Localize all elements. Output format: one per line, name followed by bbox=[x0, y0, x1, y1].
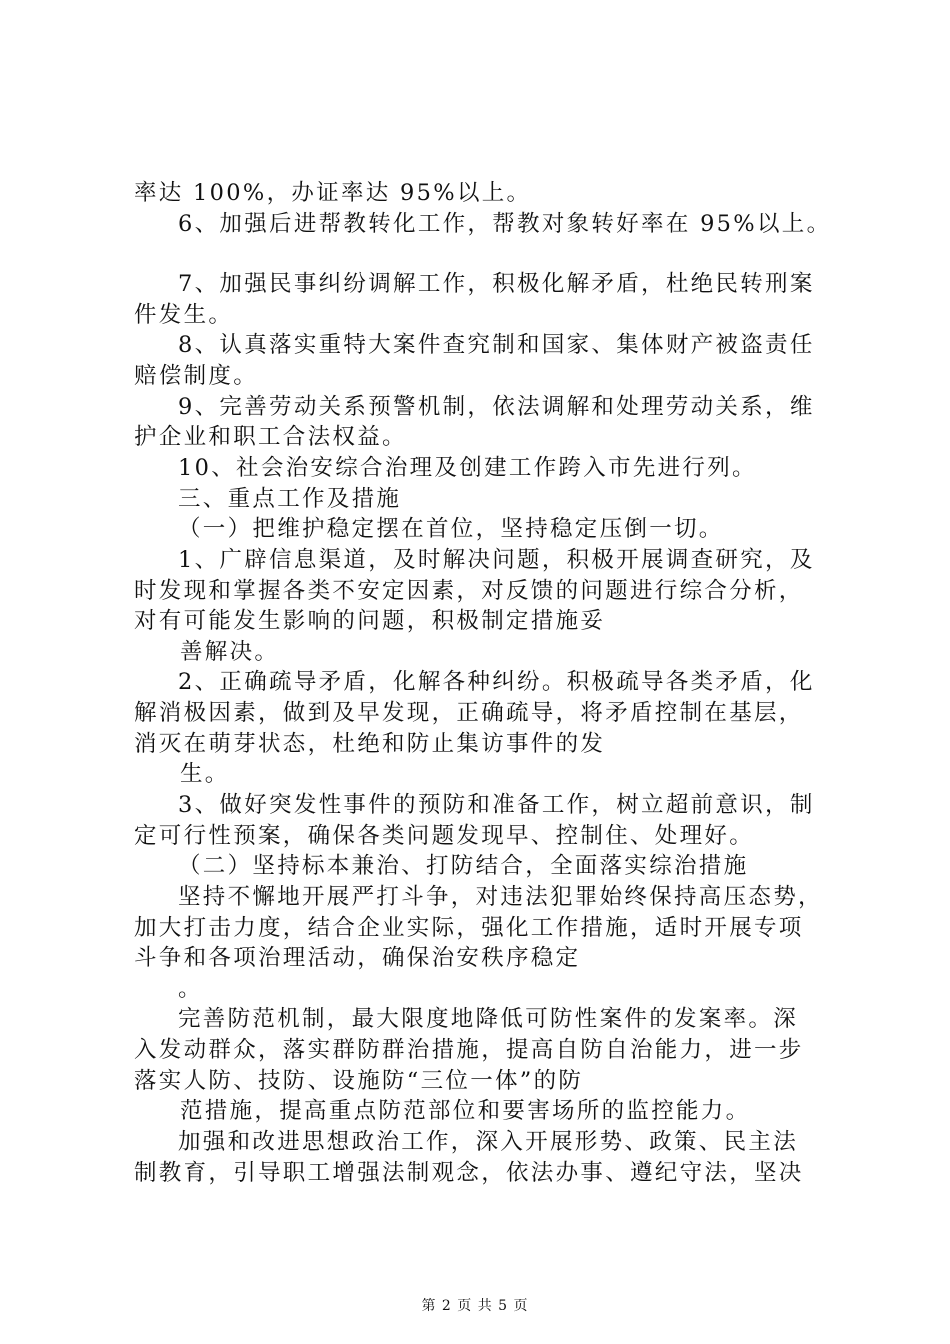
text-line: 2、正确疏导矛盾，化解各种纠纷。积极疏导各类矛盾，化 bbox=[178, 669, 815, 695]
text-line: 落实人防、技防、设施防“三位一体”的防 bbox=[134, 1068, 584, 1094]
text-line: 善解决。 bbox=[180, 639, 280, 665]
text-line: 解消极因素，做到及早发现，正确疏导，将矛盾控制在基层， bbox=[134, 700, 804, 726]
text-line: 3、做好突发性事件的预防和准备工作，树立超前意识，制 bbox=[178, 792, 815, 818]
text-line: 赔偿制度。 bbox=[134, 363, 259, 389]
text-line: 生。 bbox=[180, 761, 230, 787]
text-line: 护企业和职工合法权益。 bbox=[134, 424, 407, 450]
text-line: 对有可能发生影响的问题，积极制定措施妥 bbox=[134, 608, 606, 634]
text-line: 范措施，提高重点防范部位和要害场所的监控能力。 bbox=[180, 1098, 751, 1124]
text-line: 6、加强后进帮教转化工作，帮教对象转好率在 95%以上。 bbox=[178, 211, 832, 237]
section-heading: 三、重点工作及措施 bbox=[178, 486, 402, 512]
subsection-heading: （一）把维护稳定摆在首位，坚持稳定压倒一切。 bbox=[178, 516, 724, 542]
text-line: 9、完善劳动关系预警机制，依法调解和处理劳动关系，维 bbox=[178, 394, 815, 420]
text-line: 斗争和各项治理活动，确保治安秩序稳定 bbox=[134, 945, 581, 971]
text-line: 加强和改进思想政治工作，深入开展形势、政策、民主法 bbox=[178, 1129, 799, 1155]
text-line: 入发动群众，落实群防群治措施，提高自防自治能力，进一步 bbox=[134, 1037, 804, 1063]
text-line: 件发生。 bbox=[134, 302, 234, 328]
text-line: 。 bbox=[178, 976, 203, 1002]
text-line: 定可行性预案，确保各类问题发现早、控制住、处理好。 bbox=[134, 823, 755, 849]
text-line: 8、认真落实重特大案件查究制和国家、集体财产被盗责任 bbox=[178, 332, 815, 358]
subsection-heading: （二）坚持标本兼治、打防结合，全面落实综治措施 bbox=[178, 853, 749, 879]
text-line: 1、广辟信息渠道，及时解决问题，积极开展调查研究，及 bbox=[178, 547, 815, 573]
text-line: 时发现和掌握各类不安定因素，对反馈的问题进行综合分析， bbox=[134, 578, 804, 604]
text-line: 消灭在萌芽状态，杜绝和防止集访事件的发 bbox=[134, 731, 606, 757]
text-line: 10、社会治安综合治理及创建工作跨入市先进行列。 bbox=[178, 455, 757, 481]
text-line: 率达 100%，办证率达 95%以上。 bbox=[134, 180, 532, 206]
text-line: 加大打击力度，结合企业实际，强化工作措施，适时开展专项 bbox=[134, 915, 804, 941]
page-number: 第 2 页 共 5 页 bbox=[421, 1298, 529, 1314]
text-line: 坚持不懈地开展严打斗争，对违法犯罪始终保持高压态势， bbox=[178, 884, 823, 910]
text-line: 制教育，引导职工增强法制观念，依法办事、遵纪守法，坚决 bbox=[134, 1160, 804, 1186]
text-line: 完善防范机制，最大限度地降低可防性案件的发案率。深 bbox=[178, 1006, 799, 1032]
text-line: 7、加强民事纠纷调解工作，积极化解矛盾，杜绝民转刑案 bbox=[178, 271, 815, 297]
